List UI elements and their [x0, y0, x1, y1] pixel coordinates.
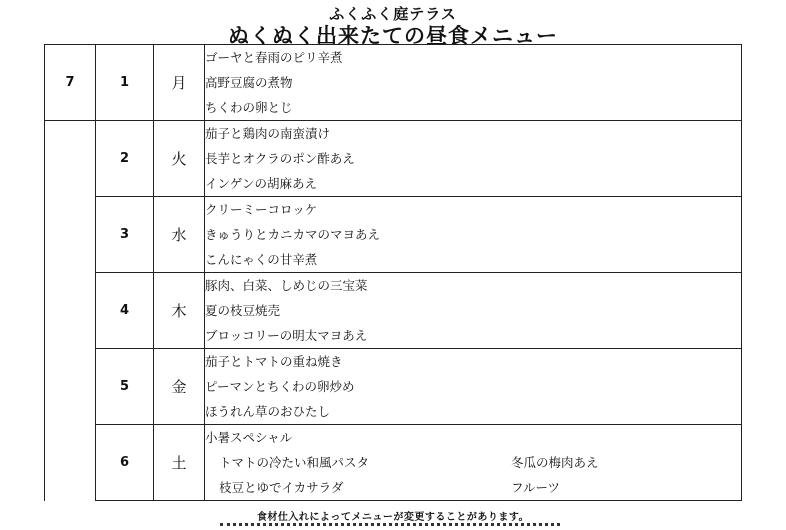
dish-pair: [205, 475, 741, 500]
dish-item: ブロッコリーの明太マヨあえ: [205, 328, 368, 343]
dish-pair: [205, 450, 741, 475]
date-cell: 2: [96, 121, 154, 197]
menu-title: ぬくぬく出来たての昼食メニュー: [228, 24, 558, 48]
weekday-cell: 金: [154, 349, 205, 425]
dish-item: 茄子とトマトの重ね焼き: [205, 354, 343, 369]
weekday-cell: 月: [154, 45, 205, 121]
dish-item: ピーマンとちくわの卵炒め: [205, 379, 355, 394]
date-cell: 4: [96, 273, 154, 349]
dish-item: フルーツ: [511, 480, 561, 495]
footer-note: 食材仕入れによってメニューが変更することがあります。: [256, 512, 530, 523]
month-cell-empty: [45, 197, 96, 273]
date-cell: 6: [96, 425, 154, 501]
weekday-cell: 水: [154, 197, 205, 273]
dish-item: クリーミーコロッケ: [205, 202, 318, 217]
dish-item: 茄子と鶏肉の南蛮漬け: [205, 126, 331, 141]
dishes-cell: [205, 273, 742, 349]
table-row: [45, 273, 742, 349]
weekday-cell: 火: [154, 121, 205, 197]
month-cell-empty: [45, 349, 96, 425]
weekday-cell: 土: [154, 425, 205, 501]
table-row: [45, 425, 742, 501]
dishes-cell: [205, 197, 742, 273]
shop-name: ふくふく庭テラス: [329, 5, 457, 23]
dish-item: 長芋とオクラのポン酢あえ: [205, 151, 355, 166]
date-cell: 5: [96, 349, 154, 425]
table-row: [45, 349, 742, 425]
dish-item: ゴーヤと春雨のピリ辛煮: [205, 50, 343, 65]
dish-item: 枝豆とゆでイカサラダ: [219, 480, 344, 495]
dish-item: ほうれん草のおひたし: [205, 404, 331, 419]
dish-item: 冬瓜の梅肉あえ: [511, 455, 599, 470]
dishes-cell: [205, 349, 742, 425]
dish-item: 豚肉、白菜、しめじの三宝菜: [205, 278, 368, 293]
month-cell-empty: [45, 425, 96, 501]
dishes-cell: [205, 121, 742, 197]
dishes-cell: [205, 45, 742, 121]
table-row: [45, 45, 742, 121]
month-cell-empty: [45, 273, 96, 349]
special-title: 小暑スペシャル: [205, 430, 293, 445]
table-row: [45, 197, 742, 273]
dish-item: 高野豆腐の煮物: [205, 75, 293, 90]
date-cell: 3: [96, 197, 154, 273]
weekday-cell: 木: [154, 273, 205, 349]
table-row: [45, 121, 742, 197]
dish-item: 夏の枝豆焼売: [205, 303, 281, 318]
month-cell: 7: [45, 45, 96, 121]
dish-item: きゅうりとカニカマのマヨあえ: [205, 227, 381, 242]
month-cell-empty: [45, 121, 96, 197]
menu-table: [44, 44, 742, 501]
dish-item: ちくわの卵とじ: [205, 100, 293, 115]
date-cell: 1: [96, 45, 154, 121]
dishes-cell: [205, 425, 742, 501]
dish-item: トマトの冷たい和風パスタ: [219, 455, 370, 470]
dish-item: こんにゃくの甘辛煮: [205, 252, 318, 267]
dish-item: インゲンの胡麻あえ: [205, 176, 318, 191]
